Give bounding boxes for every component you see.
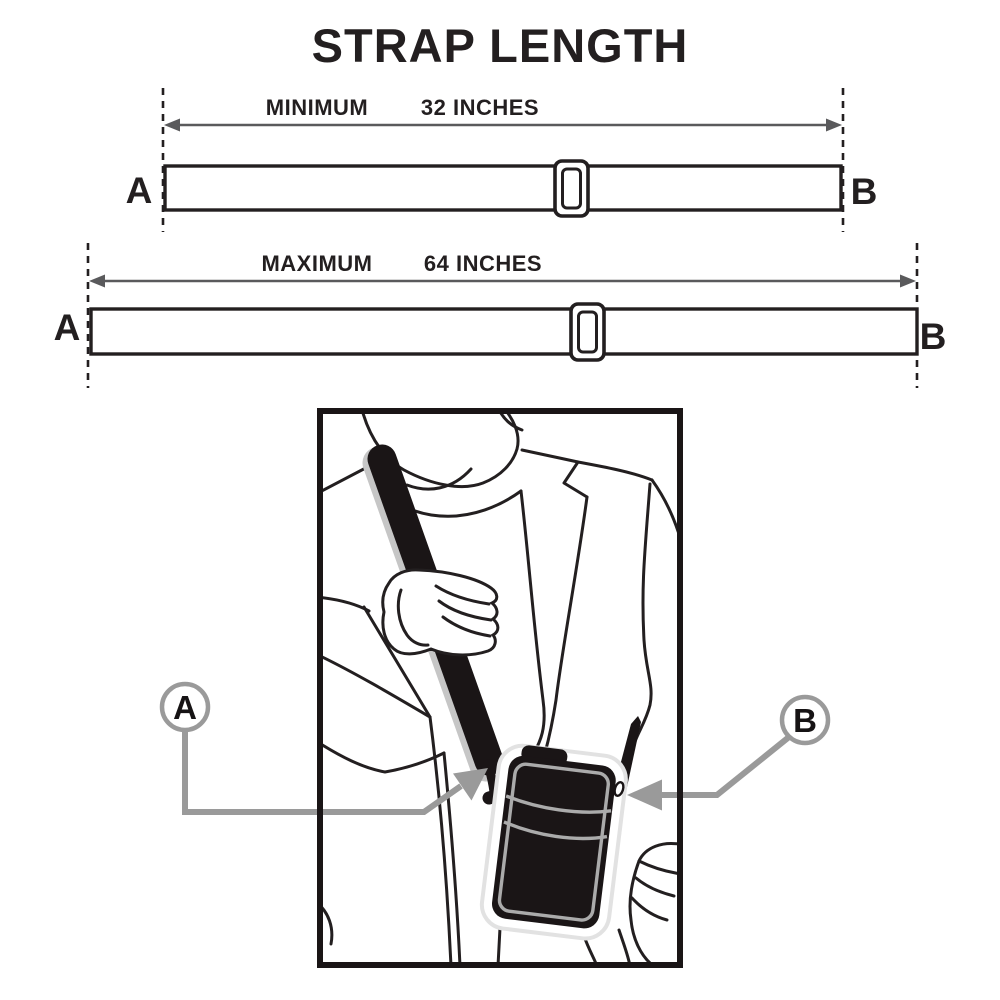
callout-b <box>782 697 828 743</box>
endpoint-a-label: A <box>125 170 153 211</box>
right-shoulder-path <box>522 450 652 480</box>
sleeve-bottom-path <box>316 654 430 717</box>
strap-adjuster-buckle <box>555 161 588 216</box>
crossbody-bag <box>479 742 629 941</box>
strap-max-label: MAXIMUM <box>261 251 373 276</box>
right-lapel-edge-path <box>545 497 587 753</box>
endpoint-b-label: B <box>919 316 947 357</box>
jacket-hem-path <box>316 741 444 772</box>
strap-min-label: MINIMUM <box>265 95 369 120</box>
dimension-arrow <box>164 119 842 132</box>
right-hand-paths <box>630 843 684 964</box>
strap-connector <box>488 764 494 792</box>
strap-maximum-group <box>54 243 947 388</box>
callout-b-label: B <box>793 702 817 739</box>
callout-a <box>162 684 208 730</box>
arrowhead-left-icon <box>164 119 180 132</box>
strap-adjuster-buckle <box>571 304 604 360</box>
arrowhead-right-icon <box>900 275 916 288</box>
endpoint-b-label: B <box>850 171 878 212</box>
lapel-notch-path <box>564 462 587 497</box>
endpoint-a-label: A <box>53 307 81 348</box>
callout-arrowhead-b-icon <box>627 780 662 811</box>
sleeve-top-path <box>316 597 369 611</box>
strap-max-length: 64 INCHES <box>423 251 543 276</box>
left-hand-on-chest <box>383 570 498 655</box>
strap-minimum-group <box>126 88 878 232</box>
strap-min-length: 32 INCHES <box>420 95 540 120</box>
arrowhead-left-icon <box>89 275 105 288</box>
arrowhead-right-icon <box>826 119 842 132</box>
strap-bar <box>165 166 841 210</box>
page-title: STRAP LENGTH <box>311 19 689 72</box>
strap-bar <box>91 309 917 354</box>
bag-body <box>490 754 617 930</box>
dimension-arrow <box>89 275 916 288</box>
callout-arrowhead-a-icon <box>453 768 488 801</box>
tshirt-edge-path <box>521 491 544 753</box>
callout-a-label: A <box>173 689 197 726</box>
person-illustration <box>316 406 684 966</box>
